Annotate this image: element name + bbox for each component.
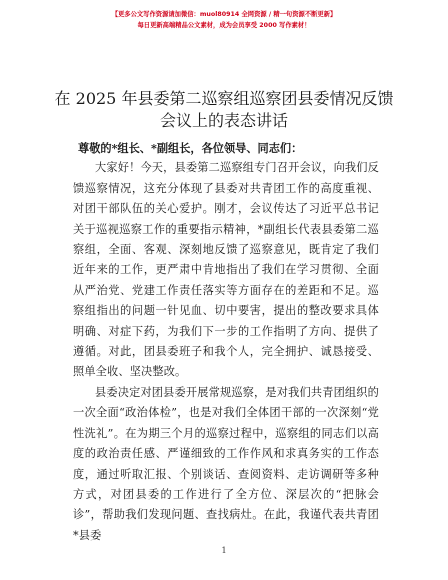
document-body bbox=[73, 138, 379, 546]
promo-banner-line1: 【更多公文写作资源请加微信：muol80914 全网资源 / 精一句资源不断更新】 bbox=[111, 11, 337, 18]
promo-banner-line2: 每日更新高端精品公文素材，成为会员享受 2000 写作素材！ bbox=[137, 22, 311, 29]
page-number: 1 bbox=[221, 546, 227, 555]
promo-banner bbox=[0, 9, 448, 31]
document-title-line1: 在 2025 年县委第二巡察组巡察团县委情况反馈 bbox=[54, 89, 394, 108]
salutation: 尊敬的*组长、*副组长，各位领导、同志们： bbox=[78, 141, 303, 155]
body-paragraph-2: 县委决定对团县委开展常规巡察，是对我们共青团组织的一次全面“政治体检”，也是对我们全体团干部的一次深刻“党性洗礼”。在为期三个月的巡察过程中，巡察组的同志们以高度的政治责任感、严谨细致的工作作风和求真务实的工作态度，通过听取汇报、个别谈话、查阅资料、走访调研等多种方式，对团县委的工作进行了全方位、深层次的“把脉会诊”，帮助我们发现问题、查找病灶。在此，我谨代表共青团*县委 bbox=[73, 385, 379, 542]
document-title bbox=[30, 88, 418, 132]
body-paragraph-1: 大家好！今天，县委第二巡察组专门召开会议，向我们反馈巡察情况，这充分体现了县委对共青团工作的高度重视、对团干部队伍的关心爱护。刚才，会议传达了习近平总书记关于巡视巡察工作的重要指示精神，*副组长代表县委第二巡察组，全面、客观、深刻地反馈了巡察意见，既肯定了我们近年来的工作，更严肃中肯地指出了我们在学习贯彻、全面从严治党、党建工作责任落实等方面存在的差距和不足。巡察组指出的问题一针见血、切中要害，提出的整改要求具体明确、对症下药，为我们下一步的工作指明了方向、提供了遵循。对此，团县委班子和我个人，完全拥护、诚恳接受、照单全收、坚决整改。 bbox=[73, 161, 379, 379]
document-title-line2: 会议上的表态讲话 bbox=[159, 111, 288, 130]
